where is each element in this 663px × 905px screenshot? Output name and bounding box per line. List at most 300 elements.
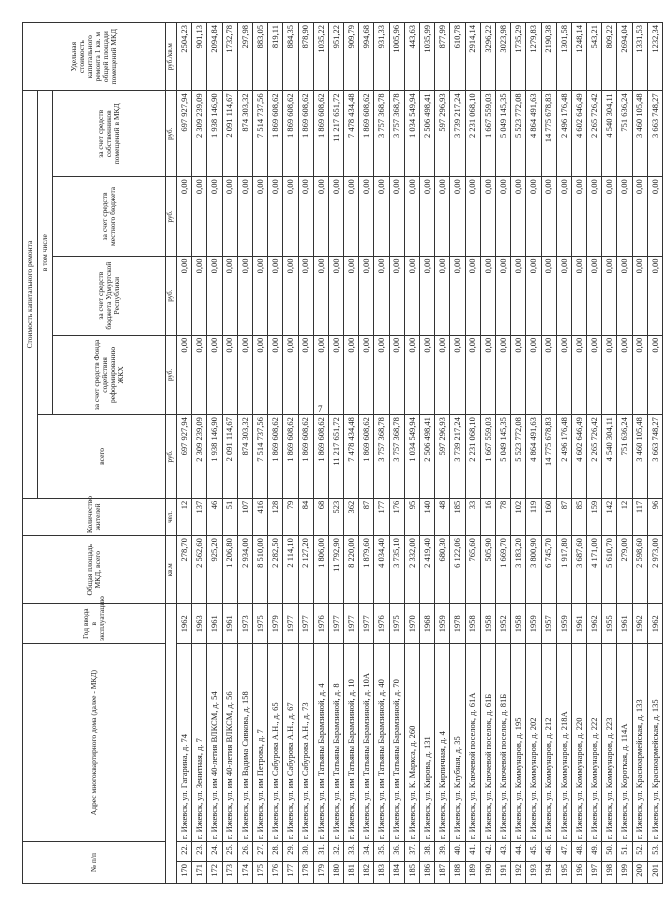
row-residents: 68 — [313, 498, 328, 535]
row-residents: 84 — [298, 498, 313, 535]
row-fund: 0,00 — [389, 335, 404, 414]
row-owners: 7 514 737,56 — [252, 91, 267, 177]
row-total: 3 739 217,24 — [450, 415, 465, 499]
row-address: г. Ижевск, ул. Кирпичная, д. 4 — [435, 644, 450, 842]
row-address: г. Ижевск, ул. Коммунаров, д. 212 — [541, 644, 556, 842]
row-address: г. Ижевск, ул. им Татьяны Барамзиной, д. 40 — [374, 644, 389, 842]
row-owners: 1 869 608,62 — [313, 91, 328, 177]
row-fund: 0,00 — [192, 335, 207, 414]
row-index: 194 — [541, 861, 556, 883]
row-owners: 5 049 145,35 — [495, 91, 510, 177]
row-owners: 1 869 608,62 — [298, 91, 313, 177]
row-area: 2 127,20 — [298, 536, 313, 604]
table-row — [313, 23, 328, 884]
row-unit-cost: 951,22 — [328, 23, 343, 91]
row-owners: 5 523 772,08 — [511, 91, 526, 177]
row-year: 1973 — [237, 604, 252, 644]
table-row — [177, 23, 192, 884]
table-row — [480, 23, 495, 884]
rotated-table-sheet — [22, 22, 660, 884]
row-fund: 0,00 — [298, 335, 313, 414]
row-owners: 3 757 368,78 — [389, 91, 404, 177]
row-year: 1952 — [495, 604, 510, 644]
row-address: г. Ижевск, ул. Ключевой поселок, д. 61Б — [480, 644, 495, 842]
row-index: 173 — [222, 861, 237, 883]
row-owners: 14 775 678,83 — [541, 91, 556, 177]
table-row — [632, 23, 647, 884]
row-republic: 0,00 — [511, 256, 526, 335]
row-year: 1977 — [359, 604, 374, 644]
row-unit-cost: 901,13 — [192, 23, 207, 91]
row-index: 175 — [252, 861, 267, 883]
table-row — [420, 23, 435, 884]
row-area: 6 122,06 — [450, 536, 465, 604]
row-year: 1962 — [647, 604, 662, 644]
row-area: 1 806,00 — [313, 536, 328, 604]
row-unit-cost: 297,98 — [237, 23, 252, 91]
row-local: 0,00 — [526, 177, 541, 256]
row-local: 0,00 — [268, 177, 283, 256]
row-area: 2 282,50 — [268, 536, 283, 604]
row-index: 174 — [237, 861, 252, 883]
row-republic: 0,00 — [647, 256, 662, 335]
table-row — [602, 23, 617, 884]
row-residents: 416 — [252, 498, 267, 535]
row-local: 0,00 — [252, 177, 267, 256]
row-residents: 128 — [268, 498, 283, 535]
row-address: г. Ижевск, ул. им Сабурова А.Н., д. 67 — [283, 644, 298, 842]
table-row — [541, 23, 556, 884]
row-address: г. Ижевск, ул. Зенитная, д. 7 — [192, 644, 207, 842]
row-fund: 0,00 — [450, 335, 465, 414]
row-republic: 0,00 — [268, 256, 283, 335]
unit-blank — [166, 604, 177, 884]
row-index: 172 — [207, 861, 222, 883]
row-total: 4 602 646,49 — [571, 415, 586, 499]
row-fund: 0,00 — [465, 335, 480, 414]
row-unit-cost: 3296,22 — [480, 23, 495, 91]
row-local: 0,00 — [450, 177, 465, 256]
row-address: г. Ижевск, ул. Ключевой поселок, д. 81Б — [495, 644, 510, 842]
row-unit-cost: 994,68 — [359, 23, 374, 91]
row-owners: 2 091 114,67 — [222, 91, 237, 177]
row-address: г. Ижевск, ул. Коммунаров, д. 218А — [556, 644, 571, 842]
row-year: 1961 — [207, 604, 222, 644]
row-subindex: 24. — [207, 842, 222, 862]
row-unit-cost: 1279,83 — [526, 23, 541, 91]
row-subindex: 32. — [328, 842, 343, 862]
row-local: 0,00 — [359, 177, 374, 256]
row-residents: 51 — [222, 498, 237, 535]
row-fund: 0,00 — [207, 335, 222, 414]
header-cost-group: Стоимость капитального ремонта — [23, 91, 38, 498]
row-republic: 0,00 — [495, 256, 510, 335]
row-republic: 0,00 — [389, 256, 404, 335]
row-unit-cost: 2914,14 — [465, 23, 480, 91]
header-area: Общая площадь МКД, всего — [23, 536, 166, 604]
row-index: 187 — [435, 861, 450, 883]
row-residents: 78 — [495, 498, 510, 535]
table-row — [328, 23, 343, 884]
row-residents: 142 — [602, 498, 617, 535]
row-fund: 0,00 — [480, 335, 495, 414]
row-subindex: 33. — [344, 842, 359, 862]
row-residents: 96 — [647, 498, 662, 535]
row-total: 4 864 491,63 — [526, 415, 541, 499]
row-area: 2 598,60 — [632, 536, 647, 604]
table-row — [495, 23, 510, 884]
table-row — [268, 23, 283, 884]
row-subindex: 38. — [420, 842, 435, 862]
row-unit-cost: 909,79 — [344, 23, 359, 91]
row-unit-cost: 1232,34 — [647, 23, 662, 91]
row-residents: 523 — [328, 498, 343, 535]
row-unit-cost: 877,99 — [435, 23, 450, 91]
row-local: 0,00 — [541, 177, 556, 256]
row-total: 1 034 549,94 — [404, 415, 419, 499]
row-residents: 48 — [435, 498, 450, 535]
row-area: 11 792,90 — [328, 536, 343, 604]
row-subindex: 44. — [511, 842, 526, 862]
row-republic: 0,00 — [450, 256, 465, 335]
row-address: г. Ижевск, ул. Красноармейская, д. 135 — [647, 644, 662, 842]
unit-total: руб. — [166, 415, 177, 499]
row-republic: 0,00 — [587, 256, 602, 335]
row-address: г. Ижевск, ул. Коммунаров, д. 202 — [526, 644, 541, 842]
row-index: 181 — [344, 861, 359, 883]
row-year: 1961 — [617, 604, 632, 644]
row-year: 1959 — [556, 604, 571, 644]
row-republic: 0,00 — [283, 256, 298, 335]
row-area: 5 610,70 — [602, 536, 617, 604]
row-address: г. Ижевск, ул. Коммунаров, д. 195 — [511, 644, 526, 842]
row-address: г. Ижевск, ул. им 40-летия ВЛКСМ, д. 54 — [207, 644, 222, 842]
row-address: г. Ижевск, ул. Коммунаров, д. 223 — [602, 644, 617, 842]
row-fund: 0,00 — [359, 335, 374, 414]
row-subindex: 27. — [252, 842, 267, 862]
row-area: 2 332,00 — [404, 536, 419, 604]
table-row — [526, 23, 541, 884]
row-total: 11 217 651,72 — [328, 415, 343, 499]
row-fund: 0,00 — [587, 335, 602, 414]
row-owners: 2 496 176,48 — [556, 91, 571, 177]
row-area: 3 687,60 — [571, 536, 586, 604]
table-row — [647, 23, 662, 884]
row-unit-cost: 1732,78 — [222, 23, 237, 91]
row-total: 1 667 559,03 — [480, 415, 495, 499]
row-local: 0,00 — [571, 177, 586, 256]
row-total: 7 478 434,48 — [344, 415, 359, 499]
row-local: 0,00 — [177, 177, 192, 256]
row-total: 2 231 068,10 — [465, 415, 480, 499]
row-subindex: 37. — [404, 842, 419, 862]
row-subindex: 51. — [617, 842, 632, 862]
row-residents: 159 — [587, 498, 602, 535]
row-address: г. Ижевск, ул. Гагарина, д. 74 — [177, 644, 192, 842]
row-residents: 85 — [571, 498, 586, 535]
row-fund: 0,00 — [283, 335, 298, 414]
row-unit-cost: 1735,29 — [511, 23, 526, 91]
row-owners: 597 296,93 — [435, 91, 450, 177]
row-total: 2 496 176,48 — [556, 415, 571, 499]
row-year: 1959 — [526, 604, 541, 644]
row-unit-cost: 931,33 — [374, 23, 389, 91]
row-republic: 0,00 — [602, 256, 617, 335]
row-year: 1970 — [404, 604, 419, 644]
row-local: 0,00 — [647, 177, 662, 256]
row-index: 190 — [480, 861, 495, 883]
row-address: г. Ижевск, ул. Клубная, д. 35 — [450, 644, 465, 842]
row-year: 1957 — [541, 604, 556, 644]
row-unit-cost: 1035,99 — [420, 23, 435, 91]
row-residents: 12 — [177, 498, 192, 535]
row-area: 680,30 — [435, 536, 450, 604]
row-area: 2 934,00 — [237, 536, 252, 604]
row-area: 4 034,40 — [374, 536, 389, 604]
row-index: 185 — [404, 861, 419, 883]
row-residents: 46 — [207, 498, 222, 535]
row-index: 176 — [268, 861, 283, 883]
row-unit-cost: 443,63 — [404, 23, 419, 91]
row-index: 200 — [632, 861, 647, 883]
row-fund: 0,00 — [541, 335, 556, 414]
unit-unit-cost: руб./кв.м — [166, 23, 177, 91]
row-owners: 697 927,94 — [177, 91, 192, 177]
row-residents: 12 — [617, 498, 632, 535]
row-unit-cost: 1005,96 — [389, 23, 404, 91]
row-address: г. Ижевск, ул. им Сабурова А.Н., д. 73 — [298, 644, 313, 842]
row-year: 1958 — [511, 604, 526, 644]
row-area: 6 745,70 — [541, 536, 556, 604]
row-total: 597 296,93 — [435, 415, 450, 499]
row-index: 188 — [450, 861, 465, 883]
row-year: 1962 — [177, 604, 192, 644]
header-total: всего — [38, 415, 166, 499]
row-residents: 87 — [556, 498, 571, 535]
row-subindex: 40. — [450, 842, 465, 862]
page-number: 7 — [318, 404, 323, 414]
table-row — [556, 23, 571, 884]
row-address: г. Ижевск, ул. им Сабурова А.Н., д. 65 — [268, 644, 283, 842]
table-row — [465, 23, 480, 884]
unit-local: руб. — [166, 177, 177, 256]
table-row — [587, 23, 602, 884]
row-index: 179 — [313, 861, 328, 883]
row-index: 182 — [359, 861, 374, 883]
row-unit-cost: 1331,53 — [632, 23, 647, 91]
row-area: 3 735,10 — [389, 536, 404, 604]
row-year: 1979 — [268, 604, 283, 644]
row-unit-cost: 883,05 — [252, 23, 267, 91]
row-index: 189 — [465, 861, 480, 883]
row-year: 1961 — [222, 604, 237, 644]
row-total: 2 506 498,41 — [420, 415, 435, 499]
unit-residents: чел. — [166, 498, 177, 535]
row-index: 196 — [571, 861, 586, 883]
row-index: 170 — [177, 861, 192, 883]
row-subindex: 28. — [268, 842, 283, 862]
row-fund: 0,00 — [556, 335, 571, 414]
row-local: 0,00 — [495, 177, 510, 256]
row-year: 1976 — [374, 604, 389, 644]
table-body — [177, 23, 663, 884]
row-total: 874 303,32 — [237, 415, 252, 499]
row-index: 186 — [420, 861, 435, 883]
row-republic: 0,00 — [556, 256, 571, 335]
row-owners: 2 309 239,09 — [192, 91, 207, 177]
row-residents: 177 — [374, 498, 389, 535]
row-unit-cost: 3023,98 — [495, 23, 510, 91]
row-local: 0,00 — [389, 177, 404, 256]
row-owners: 3 460 105,48 — [632, 91, 647, 177]
row-subindex: 53. — [647, 842, 662, 862]
row-subindex: 39. — [435, 842, 450, 862]
row-local: 0,00 — [344, 177, 359, 256]
row-fund: 0,00 — [313, 335, 328, 414]
row-republic: 0,00 — [313, 256, 328, 335]
row-total: 1 869 608,62 — [268, 415, 283, 499]
row-address: г. Ижевск, ул. Кирова, д. 131 — [420, 644, 435, 842]
row-republic: 0,00 — [374, 256, 389, 335]
row-area: 505,90 — [480, 536, 495, 604]
row-subindex: 31. — [313, 842, 328, 862]
row-subindex: 49. — [587, 842, 602, 862]
row-owners: 2 265 726,42 — [587, 91, 602, 177]
table-row — [207, 23, 222, 884]
row-address: г. Ижевск, ул. Ключевой поселок, д. 61А — [465, 644, 480, 842]
row-subindex: 34. — [359, 842, 374, 862]
header-incl: в том числе — [38, 91, 53, 415]
row-year: 1975 — [252, 604, 267, 644]
header-local: за счет средств местного бюджета — [53, 177, 166, 256]
row-local: 0,00 — [374, 177, 389, 256]
row-fund: 0,00 — [222, 335, 237, 414]
row-area: 1 917,80 — [556, 536, 571, 604]
row-local: 0,00 — [328, 177, 343, 256]
row-area: 2 973,00 — [647, 536, 662, 604]
row-unit-cost: 1301,58 — [556, 23, 571, 91]
row-residents: 176 — [389, 498, 404, 535]
row-republic: 0,00 — [207, 256, 222, 335]
header-address: Адрес многоквартирного дома (далее - МКД) — [23, 644, 166, 842]
row-index: 199 — [617, 861, 632, 883]
row-republic: 0,00 — [617, 256, 632, 335]
row-residents: 160 — [541, 498, 556, 535]
row-owners: 1 869 608,62 — [283, 91, 298, 177]
row-subindex: 43. — [495, 842, 510, 862]
row-local: 0,00 — [298, 177, 313, 256]
row-year: 1977 — [283, 604, 298, 644]
row-fund: 0,00 — [511, 335, 526, 414]
header-republic: за счет средств бюджета Удмуртской Республики — [53, 256, 166, 335]
row-fund: 0,00 — [632, 335, 647, 414]
row-address: г. Ижевск, ул. им Татьяны Барамзиной, д. 8 — [328, 644, 343, 842]
header-residents: Количество жителей — [23, 498, 166, 535]
row-year: 1962 — [632, 604, 647, 644]
row-fund: 0,00 — [252, 335, 267, 414]
row-local: 0,00 — [465, 177, 480, 256]
row-year: 1977 — [328, 604, 343, 644]
row-year: 1958 — [465, 604, 480, 644]
row-address: г. Ижевск, ул. им 40-летия ВЛКСМ, д. 56 — [222, 644, 237, 842]
row-address: г. Ижевск, ул. им Татьяны Барамзиной, д. 10 — [344, 644, 359, 842]
row-owners: 4 864 491,63 — [526, 91, 541, 177]
row-total: 1 869 608,62 — [359, 415, 374, 499]
row-subindex: 52. — [632, 842, 647, 862]
table-row — [571, 23, 586, 884]
row-unit-cost: 2694,04 — [617, 23, 632, 91]
row-area: 8 220,00 — [344, 536, 359, 604]
row-republic: 0,00 — [465, 256, 480, 335]
header-unit-cost: Удельная стоимость капитального ремонта 1 кв. м общей площади помещений МКД — [23, 23, 166, 91]
unit-fund: руб. — [166, 335, 177, 414]
row-residents: 33 — [465, 498, 480, 535]
table-row — [404, 23, 419, 884]
row-republic: 0,00 — [177, 256, 192, 335]
row-year: 1963 — [192, 604, 207, 644]
row-year: 1958 — [480, 604, 495, 644]
table-row — [359, 23, 374, 884]
row-year: 1968 — [420, 604, 435, 644]
row-owners: 1 869 608,62 — [359, 91, 374, 177]
row-year: 1977 — [298, 604, 313, 644]
row-address: г. Ижевск, ул. им Татьяны Барамзиной, д. 70 — [389, 644, 404, 842]
row-republic: 0,00 — [359, 256, 374, 335]
row-subindex: 46. — [541, 842, 556, 862]
header-no: № п/п — [23, 842, 166, 884]
row-index: 201 — [647, 861, 662, 883]
row-fund: 0,00 — [328, 335, 343, 414]
row-total: 2 091 114,67 — [222, 415, 237, 499]
row-area: 925,20 — [207, 536, 222, 604]
row-index: 192 — [511, 861, 526, 883]
row-fund: 0,00 — [647, 335, 662, 414]
row-owners: 874 303,32 — [237, 91, 252, 177]
row-area: 1 669,70 — [495, 536, 510, 604]
row-republic: 0,00 — [222, 256, 237, 335]
row-unit-cost: 884,35 — [283, 23, 298, 91]
table-row — [511, 23, 526, 884]
row-subindex: 35. — [374, 842, 389, 862]
row-unit-cost: 809,22 — [602, 23, 617, 91]
table-row — [344, 23, 359, 884]
row-total: 5 049 145,35 — [495, 415, 510, 499]
row-fund: 0,00 — [617, 335, 632, 414]
row-area: 3 183,20 — [511, 536, 526, 604]
row-fund: 0,00 — [571, 335, 586, 414]
row-total: 3 757 368,78 — [389, 415, 404, 499]
row-index: 180 — [328, 861, 343, 883]
row-republic: 0,00 — [480, 256, 495, 335]
row-republic: 0,00 — [404, 256, 419, 335]
row-total: 3 663 748,27 — [647, 415, 662, 499]
row-subindex: 23. — [192, 842, 207, 862]
table-row — [617, 23, 632, 884]
row-year: 1976 — [313, 604, 328, 644]
row-residents: 362 — [344, 498, 359, 535]
row-index: 177 — [283, 861, 298, 883]
row-owners: 1 938 146,90 — [207, 91, 222, 177]
row-unit-cost: 2190,38 — [541, 23, 556, 91]
row-republic: 0,00 — [420, 256, 435, 335]
row-owners: 751 636,24 — [617, 91, 632, 177]
unit-area: кв.м — [166, 536, 177, 604]
row-residents: 117 — [632, 498, 647, 535]
row-residents: 16 — [480, 498, 495, 535]
row-republic: 0,00 — [252, 256, 267, 335]
row-owners: 7 478 434,48 — [344, 91, 359, 177]
row-fund: 0,00 — [526, 335, 541, 414]
